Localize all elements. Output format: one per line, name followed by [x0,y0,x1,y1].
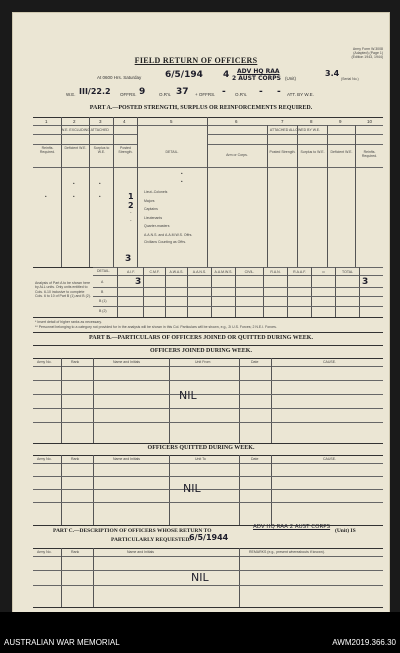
group-left-underline [33,134,137,135]
quitted-h-rank: Rank [71,457,80,461]
col-header-7: Posted Strength. [269,150,296,154]
part-c-header-rule [33,556,383,557]
detail-h-ran: R.A.N. [270,270,281,274]
posted-total: 3 [125,254,132,264]
group-right-header: ATTACHED ALLOWED BY W.E. [269,128,321,132]
col-line [89,117,90,267]
part-c-title-unit: ADV HQ RAA 2 AUST CORPS [253,524,331,530]
part-c-rule [33,548,383,549]
group-right-underline [207,134,383,135]
dot-marker: • [45,194,47,199]
detail-header-rule [93,275,383,276]
detail-label: DETAIL. [97,269,110,273]
part-c-date: 6/5/1944 [189,533,229,542]
part-a-rule-top [33,117,383,118]
at-date-suffix: 4 [223,70,230,80]
quitted-h-army-no: Army No. [37,457,52,461]
form-code-line3: (Edition 1943, 1944) [351,55,383,59]
at-line-label: At 0600 Hrs. Saturday [97,75,142,80]
quitted-rule [33,455,383,456]
detail-col-line [311,267,312,317]
joined-h-unit: Unit From [195,360,211,364]
joined-h-army-no: Army No. [37,360,52,364]
dot-marker: • [99,181,101,186]
part-b-rule-top [33,332,383,333]
joined-col [61,358,62,443]
part-a-title: PART A.—POSTED STRENGTH, SURPLUS OR REINFORCEMENTS REQUIRED. [89,105,313,111]
joined-rule [33,358,383,359]
quitted-header-rule [33,463,383,464]
side-note: Analysis of Part A to be shown here by ALL units. Only units entitled to Cols. 6-10 inclusive to complete Cols. 6 to 10 of Part B (1) and B (2). [35,281,91,298]
joined-row-rule [33,394,383,395]
rank-qm: Quarter-masters [144,224,170,228]
joined-col [271,358,272,443]
unit-handwritten-1: ADV HQ RAA [237,68,280,75]
part-c-title-suffix: (Unit) IS [335,528,356,534]
att-value: - [277,87,281,97]
col-line [355,125,356,267]
part-c-title-line2: PARTICULARLY REQUESTED. [111,537,191,543]
col-header-2: Deficient W.E. [64,146,87,150]
detail-row-rule [93,306,383,307]
quitted-h-unit: Unit To [195,457,206,461]
quitted-row-rule [33,502,383,503]
quitted-title: OFFICERS QUITTED DURING WEEK. [147,445,255,451]
posted-majors: 1 [128,192,134,201]
col-header-9: Deficient W.E. [330,150,353,154]
quitted-h-cause: CAUSE. [323,457,337,461]
detail-a-aif: 3 [135,277,142,287]
quitted-col [271,455,272,525]
part-c-h-remarks: REMARKS (e.g., present whereabouts if known). [249,550,325,554]
col-line [207,117,208,267]
quitted-col [93,455,94,525]
form-code-line1: Army Form W.3008 [352,47,383,51]
ors-label: O.R's. [159,92,172,97]
detail-h-total: TOTAL [342,270,353,274]
col-line [327,125,328,267]
posted-captains: 2 [128,201,134,210]
detail-col-line [165,267,166,317]
col-num-9: 9 [339,119,342,124]
col-header-8: Surplus to W.E. [300,150,325,154]
part-c-title-prefix: PART C.—DESCRIPTION OF OFFICERS WHOSE RETURN TO [53,528,212,534]
joined-col [169,358,170,443]
serial-label: (Serial No.) [341,77,359,81]
detail-row-a: A [101,280,104,284]
we-value: III/22.2 [79,87,111,96]
quitted-nil: NIL [183,482,201,495]
part-c-h-name: Name and Initials [127,550,155,554]
detail-h-aans: A.A.N.S. [192,270,207,274]
form-title: FIELD RETURN OF OFFICERS [134,56,258,65]
detail-col-line [335,267,336,317]
footer-accession: AWM2019.366.30 [332,638,396,647]
we-label: W.E. [66,92,76,97]
part-c-nil: NIL [191,571,209,584]
col-num-2: 2 [73,119,76,124]
offrs2-value: - [222,87,226,97]
form-code [317,47,383,59]
detail-col-line [287,267,288,317]
dot-marker: • [181,179,183,184]
joined-nil: NIL [179,389,197,402]
part-c-rule-top [33,525,383,526]
part-c-col [93,548,94,608]
detail-col-line [235,267,236,317]
rank-civilians: Civilians Counting as Offrs. [144,239,187,244]
dash-marker: - [130,210,132,215]
detail-h-awas: A.W.A.S. [169,270,184,274]
detail-col-line [263,267,264,317]
col-line [61,117,62,267]
dash-marker: - [130,218,132,223]
joined-row-rule [33,422,383,423]
quitted-row-rule [33,476,383,477]
offrs2-label: + OFFRS. [195,92,216,97]
part-a-rule-head-left [33,144,137,145]
detail-col-line [117,267,118,317]
serial-value: 3.4 [325,69,340,78]
dot-marker: • [99,194,101,199]
col-line [297,125,298,267]
quitted-h-date: Date [251,457,259,461]
detail-h-other: •• [322,270,325,274]
rank-captains: Captains [144,207,158,211]
joined-h-date: Date [251,360,259,364]
col-num-3: 3 [99,119,102,124]
joined-h-cause: CAUSE. [323,360,337,364]
part-c-rule-bottom [33,607,383,608]
joined-row-rule [33,408,383,409]
col-num-10: 10 [367,119,373,124]
ranks-list [144,188,206,244]
col-line [267,125,268,267]
rank-majors: Majors [144,198,155,203]
ors2-label: O.R's. [235,92,248,97]
detail-row-rule [93,287,383,288]
detail-row-b2: B (2) [99,309,107,313]
rank-lieutenants: Lieutenants [144,215,163,220]
col-num-4: 4 [123,119,126,124]
unit-label: (Unit) [285,76,296,81]
form-code-line2: (Adapted) (Page 1) [353,51,383,55]
ors-value: 37 [176,87,189,97]
detail-col-line [359,267,360,317]
offrs-value: 9 [139,87,146,97]
quitted-col [61,455,62,525]
detail-rule [93,267,383,268]
part-a-rule-head-right [207,144,383,145]
form-sheet [12,12,390,614]
detail-a-total: 3 [362,277,369,287]
footnote-2: ** Personnel belonging to a category not provided for in the analysis will be shown in this Col. Particulars will be shown, e.g., 2i U.S. Forces; 2 N.E.I. Forces. [35,325,277,329]
ors2-value: - [259,87,263,97]
quitted-row-rule [33,489,383,490]
col-num-6: 6 [235,119,238,124]
col-header-6: Arm or Corps. [226,153,248,157]
dot-marker: • [181,171,183,176]
col-num-7: 7 [281,119,284,124]
rank-aans: A.A.N.S. and A.A.M.W.S. Offrs. [144,232,193,237]
col-num-1: 1 [45,119,48,124]
part-b-title: PART B.—PARTICULARS OF OFFICERS JOINED OR QUITTED DURING WEEK. [89,335,313,341]
quitted-h-name: Name and Initials [113,457,141,461]
col-header-10: Reinfts. Required. [361,150,378,158]
archive-footer [0,612,400,653]
joined-h-rank: Rank [71,360,80,364]
unit-handwritten-2: 2 AUST CORPS [232,75,281,82]
quitted-col [239,455,240,525]
detail-row-b: B [101,290,104,294]
col-num-5: 5 [170,119,173,124]
part-a-rule-nums [33,125,383,126]
col-header-3: Surplus to W.E. [93,146,110,154]
detail-h-aamws: A.A.M.W.S. [214,270,233,274]
joined-col [239,358,240,443]
part-c-row-rule [33,585,383,586]
part-c-h-army-no: Army No. [37,550,52,554]
detail-col-line [143,267,144,317]
detail-h-cmf: C.M.F. [149,270,160,274]
dot-marker: • [73,194,75,199]
joined-row-rule [33,380,383,381]
col-header-5: DETAIL. [165,150,179,154]
detail-col-line [187,267,188,317]
at-date: 6/5/194 [165,70,203,80]
col-line [137,117,138,267]
detail-h-civil: CIVIL. [244,270,255,274]
part-b-rule [33,345,383,346]
detail-bottom-rule [33,317,383,318]
detail-row-rule [93,296,383,297]
joined-title: OFFICERS JOINED DURING WEEK. [150,348,252,354]
footer-institution: AUSTRALIAN WAR MEMORIAL [4,638,120,647]
detail-h-aif: A.I.F. [127,270,135,274]
dot-marker: • [73,181,75,186]
offrs-label: OFFRS. [120,92,137,97]
detail-h-raaf: R.A.A.F. [293,270,306,274]
part-c-col [61,548,62,608]
joined-col [93,358,94,443]
col-header-4: Posted Strength. [118,146,133,154]
rank-lt-col: Lieut.-Colonels [144,190,168,194]
detail-row-b1: B (1) [99,299,107,303]
quitted-col [169,455,170,525]
part-c-col [239,548,240,608]
detail-col-line [211,267,212,317]
part-a-rule-cols [33,167,383,168]
part-c-h-rank: Rank [71,550,80,554]
att-label: ATT. BY W.E. [287,92,314,97]
col-header-1: Reinfts. Required. [39,146,56,154]
quitted-rule-top [33,443,383,444]
col-line [113,117,114,267]
group-left-header: W.E. EXCLUDING ATTACHED [61,128,109,132]
col-num-8: 8 [310,119,313,124]
footnote-1: * Insert detail of higher ranks as necessary. [35,320,102,324]
joined-header-rule [33,366,383,367]
joined-h-name: Name and Initials [113,360,141,364]
